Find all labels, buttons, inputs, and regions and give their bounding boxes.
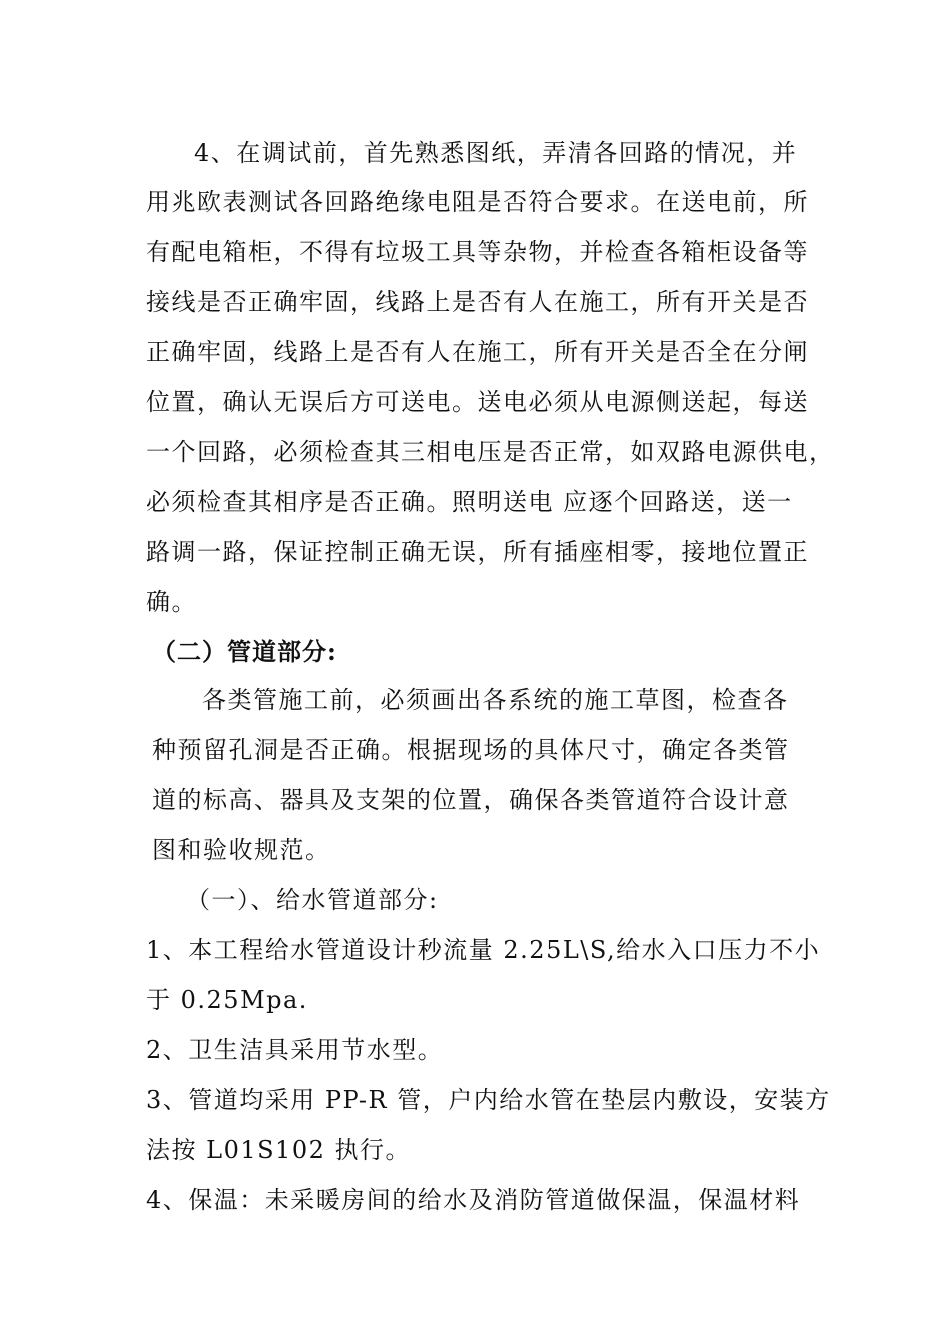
item-line-2: 于 0.25Mpa. [146, 986, 308, 1014]
item-line-4: 3、管道均采用 PP-R 管，户内给水管在垫层内敷设，安装方 [146, 1086, 831, 1114]
paragraph-line-11: 各类管施工前，必须画出各系统的施工草图，检查各 [202, 686, 789, 714]
paragraph-line-6: 位置，确认无误后方可送电。送电必须从电源侧送起，每送 [146, 388, 809, 416]
paragraph-line-9: 路调一路，保证控制正确无误，所有插座相零，接地位置正 [146, 538, 809, 566]
paragraph-line-12: 种预留孔洞是否正确。根据现场的具体尺寸，确定各类管 [152, 736, 790, 764]
paragraph-line-10: 确。 [146, 588, 197, 616]
subsection-heading-water-supply: （一）、给水管道部分: [186, 886, 439, 914]
paragraph-line-8: 必须检查其相序是否正确。照明送电 应逐个回路送，送一 [146, 488, 793, 516]
section-heading-pipes: （二）管道部分: [152, 637, 337, 666]
paragraph-line-14: 图和验收规范。 [152, 836, 331, 864]
paragraph-line-2: 用兆欧表测试各回路绝缘电阻是否符合要求。在送电前，所 [146, 188, 809, 216]
item-line-6: 4、保温：未采暖房间的给水及消防管道做保温，保温材料 [146, 1186, 801, 1214]
paragraph-line-1: 4、在调试前，首先熟悉图纸，弄清各回路的情况，并 [194, 139, 798, 167]
item-line-1: 1、本工程给水管道设计秒流量 2.25L\S,给水入口压力不小 [146, 936, 821, 964]
paragraph-line-5: 正确牢固，线路上是否有人在施工，所有开关是否全在分闸 [146, 338, 809, 366]
paragraph-line-13: 道的标高、器具及支架的位置，确保各类管道符合设计意 [152, 786, 790, 814]
paragraph-line-4: 接线是否正确牢固，线路上是否有人在施工，所有开关是否 [146, 288, 809, 316]
paragraph-line-7: 一个回路，必须检查其三相电压是否正常，如双路电源供电， [146, 438, 835, 466]
item-line-5: 法按 L01S102 执行。 [146, 1136, 411, 1164]
paragraph-line-3: 有配电箱柜，不得有垃圾工具等杂物，并检查各箱柜设备等 [146, 238, 809, 266]
item-line-3: 2、卫生洁具采用节水型。 [146, 1036, 444, 1064]
